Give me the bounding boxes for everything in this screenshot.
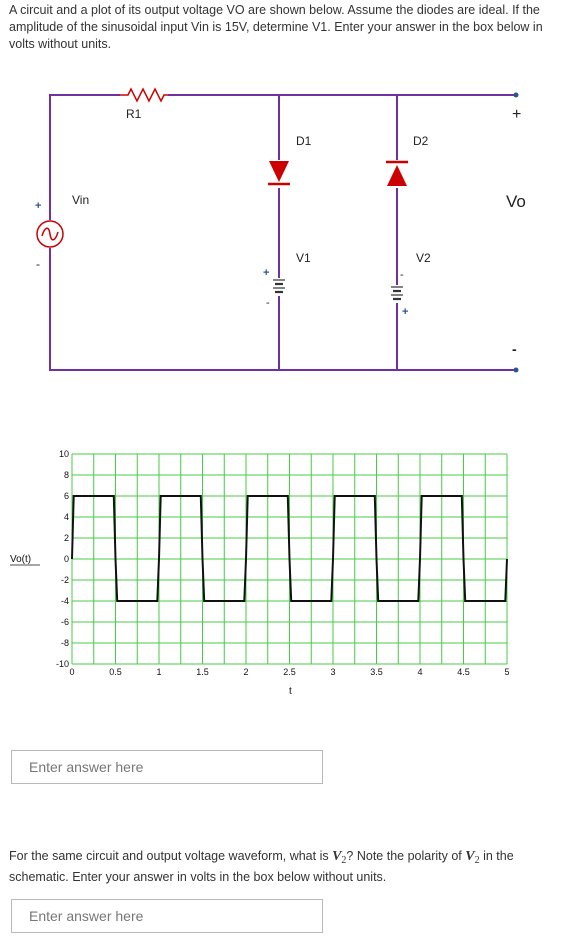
- v2-symbol-2: V: [465, 849, 475, 864]
- y-axis-label: Vo(t): [10, 554, 32, 565]
- diode-d1-label: D1: [296, 134, 312, 148]
- source-label: Vin: [72, 193, 90, 207]
- answer-input-1[interactable]: [11, 750, 323, 784]
- y-tick-label: 6: [63, 491, 69, 501]
- source-minus: -: [36, 257, 40, 271]
- x-tick-label: 1.5: [196, 667, 209, 677]
- question-2-text-before: For the same circuit and output voltage waveform, what is: [9, 849, 333, 863]
- question-2-text: [9, 848, 569, 886]
- x-axis-label: t: [289, 686, 292, 697]
- question-1-text: A circuit and a plot of its output voltage VO are shown below. Assume the diodes are ideal. If the amplitude of the sinusoidal input Vin is 15V, determine V1. Enter your answer in the box below in volts without units.: [9, 3, 543, 51]
- x-tick-label: 0.5: [109, 667, 122, 677]
- x-tick-label: 3.5: [370, 667, 383, 677]
- y-tick-labels: [56, 449, 69, 669]
- output-minus: -: [512, 341, 517, 357]
- y-tick-label: 4: [63, 512, 69, 522]
- resistor-label: R1: [126, 107, 142, 121]
- battery-v1-icon: [273, 280, 285, 292]
- answer-input-2[interactable]: [11, 899, 323, 933]
- battery-v1-plus: +: [263, 267, 270, 279]
- diode-d2-icon: [386, 162, 408, 186]
- battery-v2-icon: [391, 287, 403, 299]
- y-tick-label: -4: [60, 596, 69, 606]
- battery-v1-label: V1: [296, 251, 311, 265]
- circuit-wires: [50, 95, 516, 370]
- source-plus: +: [35, 200, 42, 212]
- y-tick-label: -2: [60, 575, 69, 585]
- question-2-text-after: in the schematic. Enter your answer in volts in the box below without units.: [9, 849, 514, 884]
- resistor-symbol: [120, 89, 168, 101]
- x-tick-label: 4: [417, 667, 423, 677]
- output-label: Vo: [506, 192, 526, 211]
- circuit-schematic: [0, 80, 587, 380]
- x-tick-label: 2.5: [283, 667, 296, 677]
- output-plus: +: [512, 106, 522, 123]
- battery-v1-minus: -: [266, 297, 270, 309]
- v2-subscript: 2: [341, 855, 347, 866]
- y-tick-label: 0: [63, 554, 69, 564]
- v2-symbol: V: [332, 849, 342, 864]
- x-tick-labels: [69, 667, 509, 677]
- output-terminal-top: [514, 93, 519, 98]
- y-tick-label: 8: [63, 470, 69, 480]
- diode-d1-icon: [268, 161, 290, 184]
- y-tick-label: 10: [58, 449, 69, 459]
- y-tick-label: -8: [60, 638, 69, 648]
- v2-subscript-2: 2: [474, 855, 480, 866]
- ac-source-icon: [37, 221, 63, 247]
- y-tick-label: -6: [60, 617, 69, 627]
- battery-v2-minus: -: [400, 269, 404, 281]
- x-tick-label: 2: [243, 667, 249, 677]
- x-tick-label: 4.5: [457, 667, 470, 677]
- x-tick-label: 5: [504, 667, 510, 677]
- x-tick-label: 0: [69, 667, 75, 677]
- battery-v2-label: V2: [416, 251, 431, 265]
- x-tick-label: 1: [156, 667, 162, 677]
- y-tick-label: -10: [55, 659, 69, 669]
- diode-d2-label: D2: [413, 134, 429, 148]
- y-tick-label: 2: [63, 533, 69, 543]
- question-2-text-middle: ? Note the polarity of: [346, 849, 466, 863]
- output-waveform-plot: [0, 440, 587, 710]
- x-tick-label: 3: [330, 667, 336, 677]
- output-terminal-bottom: [514, 368, 519, 373]
- battery-v2-plus: +: [402, 306, 409, 318]
